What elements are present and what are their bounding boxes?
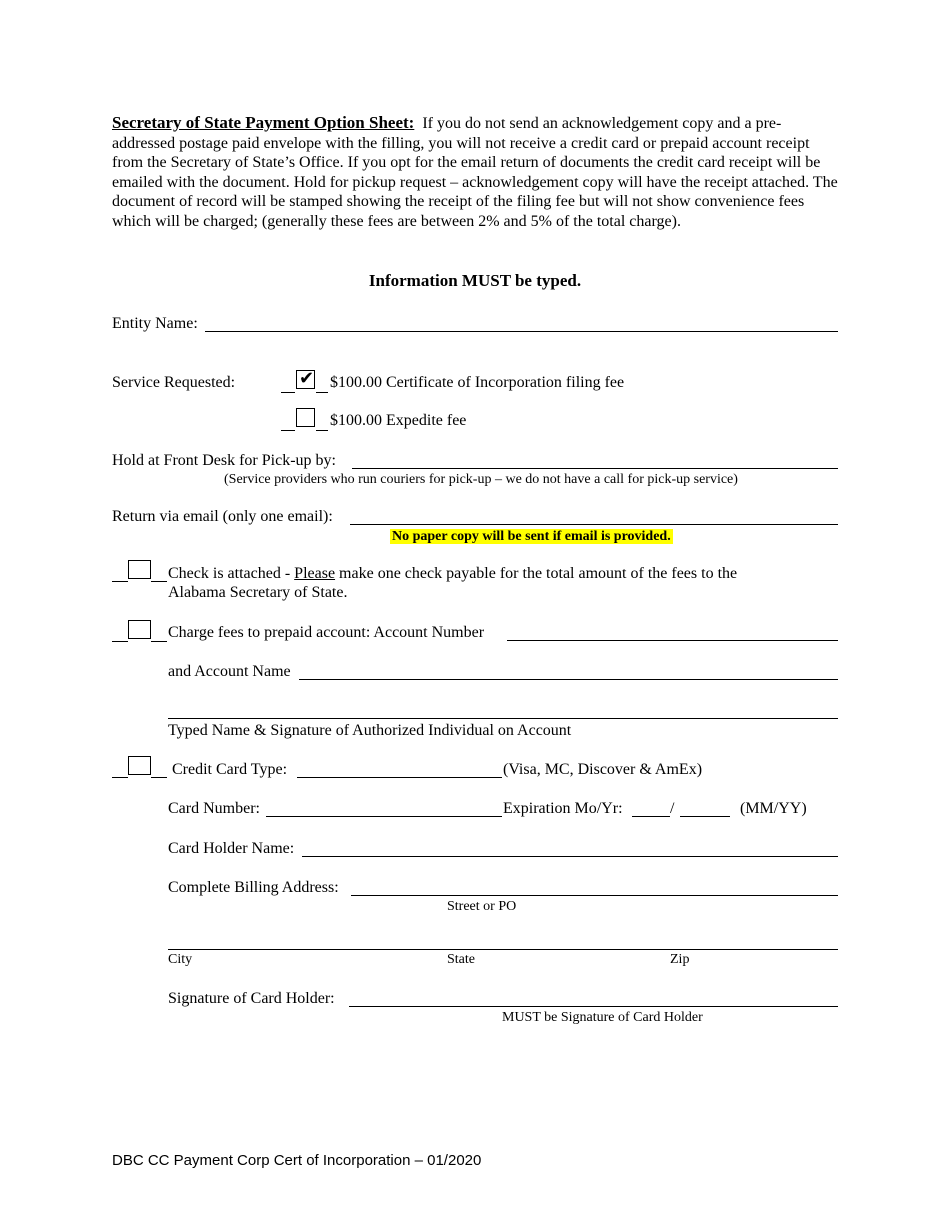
credit-card-type-hint: (Visa, MC, Discover & AmEx) — [503, 761, 703, 778]
authorized-signature-field[interactable] — [168, 718, 838, 719]
checkbox-underline — [112, 641, 128, 642]
check-text-emphasis: Please — [294, 565, 336, 582]
service-option-expedite-checkbox[interactable] — [296, 408, 315, 427]
service-option-expedite-label: $100.00 Expedite fee — [330, 412, 467, 429]
street-caption: Street or PO — [447, 899, 517, 914]
checkbox-underline — [281, 430, 295, 431]
entity-name-field[interactable] — [205, 331, 838, 332]
hold-pickup-note: (Service providers who run couriers for pick-up – we do not have a call for pick-up service) — [224, 472, 738, 487]
credit-card-type-field[interactable] — [297, 777, 502, 778]
service-option-filing-checkbox[interactable] — [296, 370, 315, 389]
hold-pickup-label: Hold at Front Desk for Pick-up by: — [112, 452, 336, 469]
checkbox-underline — [112, 581, 128, 582]
billing-address-label: Complete Billing Address: — [168, 879, 339, 896]
section-heading: Information MUST be typed. — [368, 271, 582, 290]
expiration-separator: / — [670, 800, 675, 817]
card-holder-name-label: Card Holder Name: — [168, 840, 295, 857]
billing-city-state-zip-field[interactable] — [168, 949, 838, 950]
service-requested-label: Service Requested: — [112, 374, 236, 391]
email-field[interactable] — [350, 524, 838, 525]
card-holder-name-field[interactable] — [302, 856, 838, 857]
hold-pickup-field[interactable] — [352, 468, 838, 469]
checkbox-underline — [151, 777, 167, 778]
page-footer: DBC CC Payment Corp Cert of Incorporation – 01/2020 — [112, 1152, 482, 1169]
checkbox-underline — [112, 777, 128, 778]
billing-street-field[interactable] — [351, 895, 838, 896]
check-attached-checkbox[interactable] — [128, 560, 151, 579]
email-warning: No paper copy will be sent if email is provided. — [392, 529, 671, 544]
credit-card-type-label: Credit Card Type: — [172, 761, 288, 778]
checkbox-underline — [316, 392, 328, 393]
checkbox-underline — [316, 430, 328, 431]
check-attached-text-line2: Alabama Secretary of State. — [168, 584, 348, 601]
account-number-field[interactable] — [507, 640, 838, 641]
card-holder-signature-label: Signature of Card Holder: — [168, 990, 335, 1007]
zip-caption: Zip — [670, 952, 690, 967]
card-number-label: Card Number: — [168, 800, 260, 817]
checkbox-underline — [151, 641, 167, 642]
authorized-signature-caption: Typed Name & Signature of Authorized Individual on Account — [168, 722, 572, 739]
account-name-label: and Account Name — [168, 663, 291, 680]
expiration-month-field[interactable] — [632, 816, 670, 817]
checkbox-underline — [281, 392, 295, 393]
expiration-format: (MM/YY) — [740, 800, 807, 817]
intro-title: Secretary of State Payment Option Sheet: — [112, 113, 415, 132]
checkbox-underline — [151, 581, 167, 582]
card-holder-signature-caption: MUST be Signature of Card Holder — [502, 1010, 703, 1025]
expiration-label: Expiration Mo/Yr: — [503, 800, 623, 817]
check-text-part: make one check payable for the total amount of the fees to the — [335, 565, 738, 582]
intro-paragraph — [112, 113, 842, 232]
prepaid-account-label: Charge fees to prepaid account: Account Number — [168, 624, 485, 641]
credit-card-checkbox[interactable] — [128, 756, 151, 775]
expiration-year-field[interactable] — [680, 816, 730, 817]
city-caption: City — [168, 952, 193, 967]
checkmark-icon: ✔ — [298, 368, 315, 389]
state-caption: State — [447, 952, 475, 967]
check-text-part: Check is attached - — [168, 565, 295, 582]
card-holder-signature-field[interactable] — [349, 1006, 838, 1007]
account-name-field[interactable] — [299, 679, 838, 680]
check-attached-text — [168, 565, 737, 583]
service-option-filing-label: $100.00 Certificate of Incorporation filing fee — [330, 374, 625, 391]
prepaid-account-checkbox[interactable] — [128, 620, 151, 639]
entity-name-label: Entity Name: — [112, 315, 198, 332]
email-label: Return via email (only one email): — [112, 508, 333, 525]
card-number-field[interactable] — [266, 816, 502, 817]
intro-text: If you do not send an acknowledgement copy and a pre-addressed postage paid envelope with the filling, you will not receive a credit card or prepaid account receipt from the Secretary of State’s Office. If you opt for the email return of documents the credit card receipt will be emailed with the document. Hold for pickup request – acknowledgement copy will have the receipt attached. The document of record will be stamped showing the receipt of the filing fee but will not show convenience fees which will be charged; (generally these fees are between 2% and 5% of the total charge). — [112, 115, 838, 230]
